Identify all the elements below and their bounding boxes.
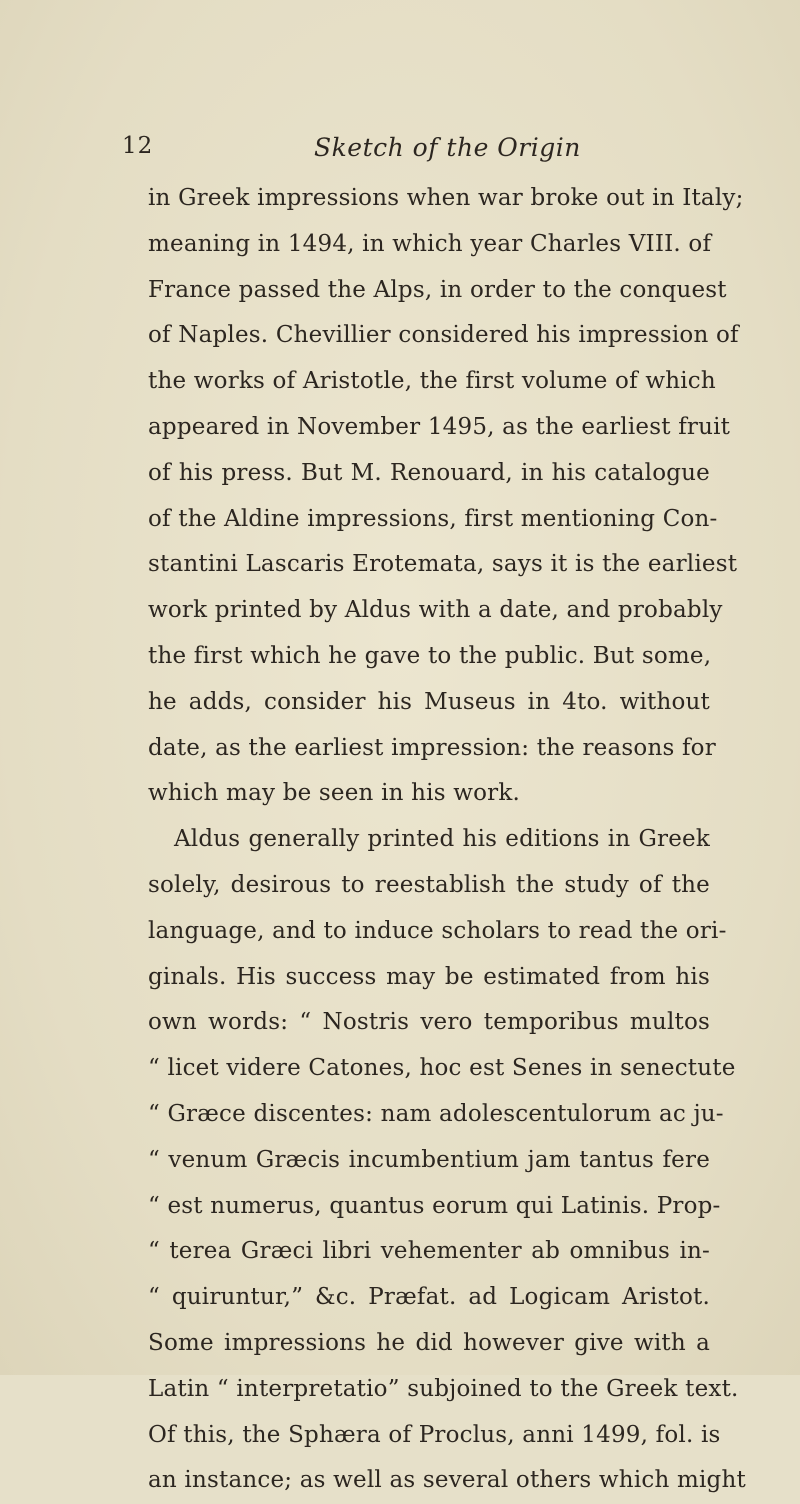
text-line: of the Aldine impressions, first mentioning Con- (148, 505, 718, 532)
text-line: “ est numerus, quantus eorum qui Latinis. Prop- (148, 1192, 721, 1219)
text-line: “ Græce discentes: nam adolescentulorum ac ju- (148, 1100, 724, 1127)
text-line: “ terea Græci libri vehementer ab omnibus in- (148, 1238, 710, 1265)
text-line: which may be seen in his work. (148, 780, 521, 807)
text-line: Aldus generally printed his editions in Greek (174, 826, 710, 853)
text-line: an instance; as well as several others which might (148, 1467, 746, 1494)
text-line: ginals. His success may be estimated from his (148, 963, 710, 990)
running-head: Sketch of the Origin (314, 133, 581, 162)
page-number: 12 (122, 133, 154, 159)
text-line: Latin “ interpretatio” subjoined to the Greek text. (148, 1375, 739, 1402)
text-line: of his press. But M. Renouard, in his catalogue (148, 459, 710, 486)
text-line: solely, desirous to reestablish the study of the (148, 871, 710, 898)
text-line: of Naples. Chevillier considered his impression of (148, 322, 739, 349)
page-header (122, 133, 662, 173)
text-line: meaning in 1494, in which year Charles VIII. of (148, 230, 712, 257)
text-line: appeared in November 1495, as the earliest fruit (148, 413, 731, 440)
body-text (148, 176, 746, 1504)
text-line: in Greek impressions when war broke out in Italy; (148, 185, 744, 211)
text-line: France passed the Alps, in order to the conquest (148, 276, 727, 303)
text-line: own words: “ Nostris vero temporibus multos (148, 1009, 710, 1036)
text-line: language, and to induce scholars to read the ori- (148, 917, 727, 944)
text-line: the works of Aristotle, the first volume of which (148, 368, 716, 395)
text-line: “ venum Græcis incumbentium jam tantus fere (148, 1146, 710, 1173)
text-line: date, as the earliest impression: the reasons for (148, 734, 716, 761)
text-line: Of this, the Sphæra of Proclus, anni 1499, fol. is (148, 1421, 721, 1448)
text-line: the first which he gave to the public. But some, (148, 642, 712, 669)
text-line: stantini Lascaris Erotemata, says it is the earliest (148, 551, 738, 578)
text-line: he adds, consider his Museus in 4to. without (148, 688, 710, 715)
text-line: “ licet videre Catones, hoc est Senes in senectute (148, 1055, 736, 1082)
text-line: work printed by Aldus with a date, and probably (148, 597, 723, 624)
text-line: Some impressions he did however give with a (148, 1329, 710, 1356)
text-line: “ quiruntur,” &c. Præfat. ad Logicam Aristot. (148, 1284, 710, 1311)
